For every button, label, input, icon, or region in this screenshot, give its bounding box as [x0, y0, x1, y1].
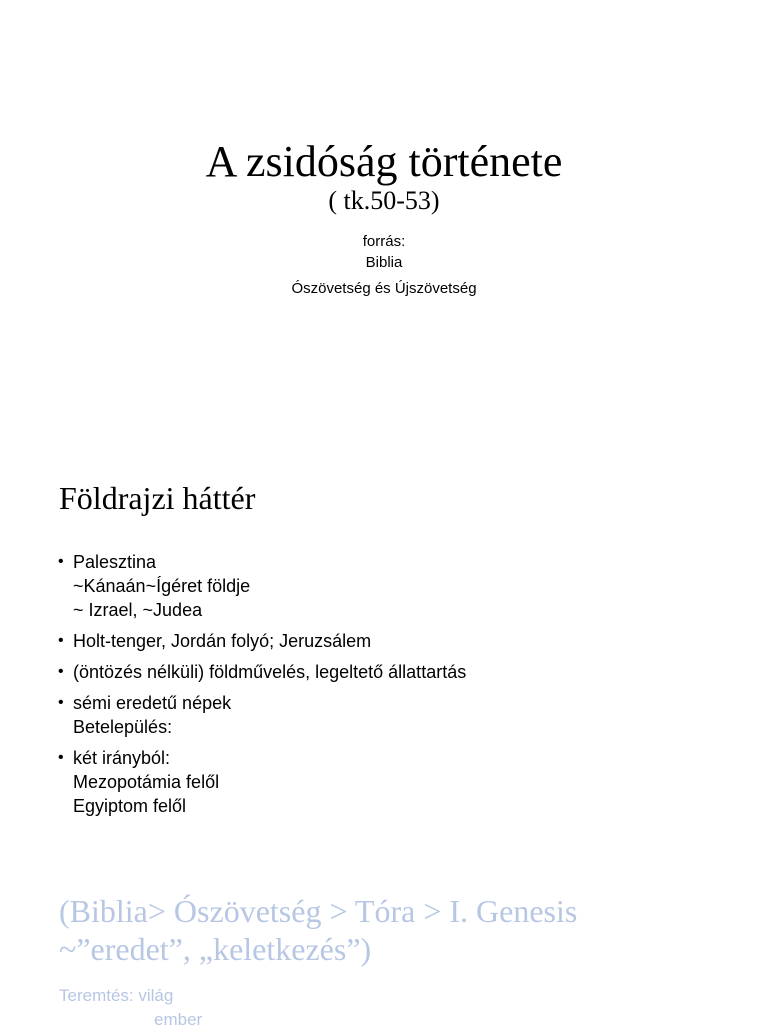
bible-path-line: ~”eredet”, „keletkezés”) [59, 931, 372, 967]
list-item [58, 550, 738, 622]
list-item [58, 746, 738, 818]
creation-line: ember [154, 1010, 203, 1029]
bullet-text: sémi eredetű népek [73, 693, 232, 713]
bullet-text: két irányból: [73, 748, 171, 768]
list-item [58, 691, 738, 739]
bullet-text: ~ Izrael, ~Judea [73, 600, 203, 620]
source-bible: Biblia [365, 254, 403, 271]
bullet-text: Egyiptom felől [73, 796, 187, 816]
bullet-icon: • [58, 694, 64, 711]
creation-text [59, 984, 202, 1032]
bible-path-heading [59, 892, 759, 968]
list-item [58, 660, 738, 684]
section-heading: Földrajzi háttér [59, 480, 256, 516]
bullet-list [58, 550, 738, 825]
source-testaments: Ószövetség és Újszövetség [291, 280, 477, 297]
bullet-icon: • [58, 553, 64, 570]
bullet-icon: • [58, 663, 64, 680]
list-item [58, 629, 738, 653]
bullet-text: Mezopotámia felől [73, 772, 220, 792]
bible-path-line: (Biblia> Ószövetség > Tóra > I. Genesis [59, 893, 578, 929]
bullet-icon: • [58, 749, 64, 766]
source-block [0, 231, 768, 299]
bullet-text: Betelepülés: [73, 717, 173, 737]
source-label: forrás: [362, 233, 406, 250]
bullet-icon: • [58, 632, 64, 649]
bullet-text: Palesztina [73, 552, 157, 572]
bullet-text: (öntözés nélküli) földművelés, legeltető állattartás [73, 662, 467, 682]
slide-title: A zsidóság története [205, 137, 563, 186]
bullet-text: ~Kánaán~Ígéret földje [73, 576, 251, 596]
bullet-text: Holt-tenger, Jordán folyó; Jeruzsálem [73, 631, 372, 651]
slide-subtitle: ( tk.50-53) [328, 186, 440, 215]
creation-line: Teremtés: világ [59, 986, 174, 1005]
